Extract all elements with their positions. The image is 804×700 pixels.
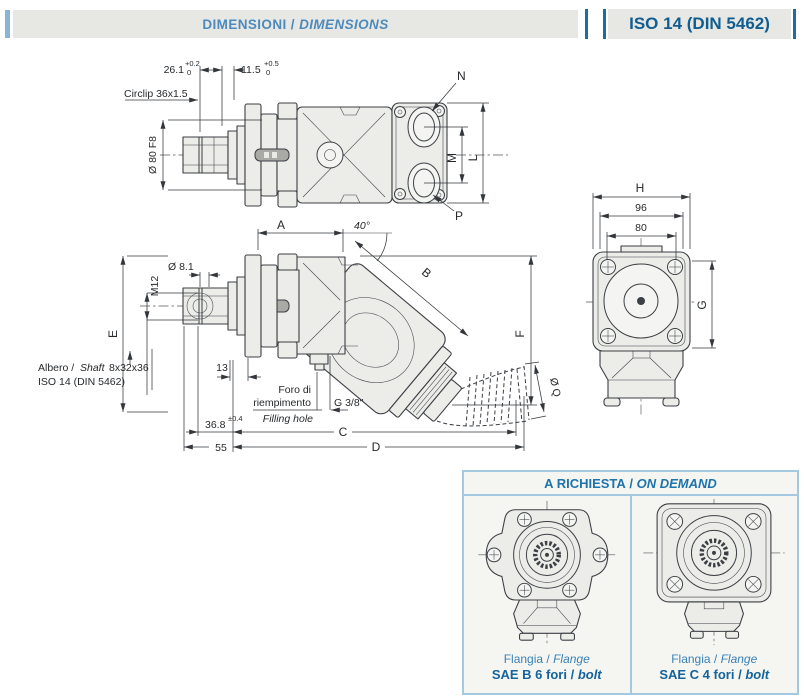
dim-label-L: L: [466, 154, 480, 162]
shaft-label-standard: ISO 14 (DIN 5462): [38, 376, 125, 388]
dim-13: 13: [216, 362, 228, 374]
dim-11-5-tol-dn: 0: [266, 68, 271, 77]
dim-36-8: 36.8: [205, 419, 226, 431]
standard-label: ISO 14 (DIN 5462): [629, 14, 770, 33]
circlip-label: Circlip 36x1.5: [124, 88, 188, 100]
dim-label-H: H: [635, 181, 645, 195]
shaft-callout: [38, 349, 152, 390]
dim-11-5: 11.5: [241, 64, 261, 76]
shaft-label-en: Shaft: [80, 362, 105, 374]
dim-label-B: B: [419, 264, 435, 281]
dim-26-1-tol-dn: 0: [187, 68, 192, 77]
dimensions-title: DIMENSIONI / DIMENSIONS: [202, 16, 389, 32]
dim-11-5-tol-up: +0.5: [264, 59, 279, 68]
dim-26-1-tol-up: +0.2: [185, 59, 200, 68]
pump-rear-view: [586, 181, 716, 416]
dim-label-C: C: [338, 425, 348, 439]
dim-96: 96: [635, 202, 647, 214]
dim-label-F: F: [513, 330, 527, 338]
filling-hole-label-it-1: Foro di: [278, 384, 311, 396]
on-demand-title: A RICHIESTA / ON DEMAND: [464, 472, 797, 496]
dim-label-E: E: [106, 329, 120, 339]
shaft-label-size: 8x32x36: [109, 362, 149, 374]
dim-g38-thread: G 3/8": [334, 397, 364, 409]
port-label-P: P: [455, 209, 464, 223]
dim-label-M: M: [445, 153, 459, 163]
dim-label-D: D: [371, 440, 381, 454]
dim-80: 80: [635, 222, 647, 234]
dim-m12-thread: M12: [149, 275, 161, 297]
shaft-label-it: Albero /: [38, 362, 75, 374]
dim-hose-diameter-Q: Ø Q: [547, 376, 563, 399]
flange-option-sae-c: [632, 496, 798, 693]
flange-option-sae-b: [464, 496, 632, 693]
sae-b-flange-drawing: [467, 496, 627, 651]
pump-top-side-view: [124, 59, 508, 223]
dim-36-8-tol: ±0.4: [228, 414, 243, 423]
dim-spline-width: Ø 8.1: [168, 261, 194, 273]
dim-label-G: G: [695, 300, 709, 310]
port-label-N: N: [457, 69, 466, 83]
dim-label-A: A: [276, 218, 286, 232]
sae-c-flange-drawing: [634, 496, 794, 651]
filling-hole-label-it-2: riempimento: [253, 397, 311, 409]
flange-caption-sae-b: Flangia / Flange SAE B 6 fori / bolt: [491, 652, 602, 682]
on-demand-panel: [462, 470, 799, 695]
pump-bent-axis-view: [38, 218, 563, 454]
flange-caption-sae-c: Flangia / Flange SAE C 4 fori / bolt: [659, 652, 770, 682]
dim-angle-40: 40°: [354, 220, 370, 232]
filling-hole-label-en: Filling hole: [262, 413, 313, 425]
dim-shaft-pilot-diameter: Ø 80 F8: [147, 136, 159, 174]
dim-26-1: 26.1: [163, 64, 184, 76]
dim-55: 55: [215, 442, 227, 454]
